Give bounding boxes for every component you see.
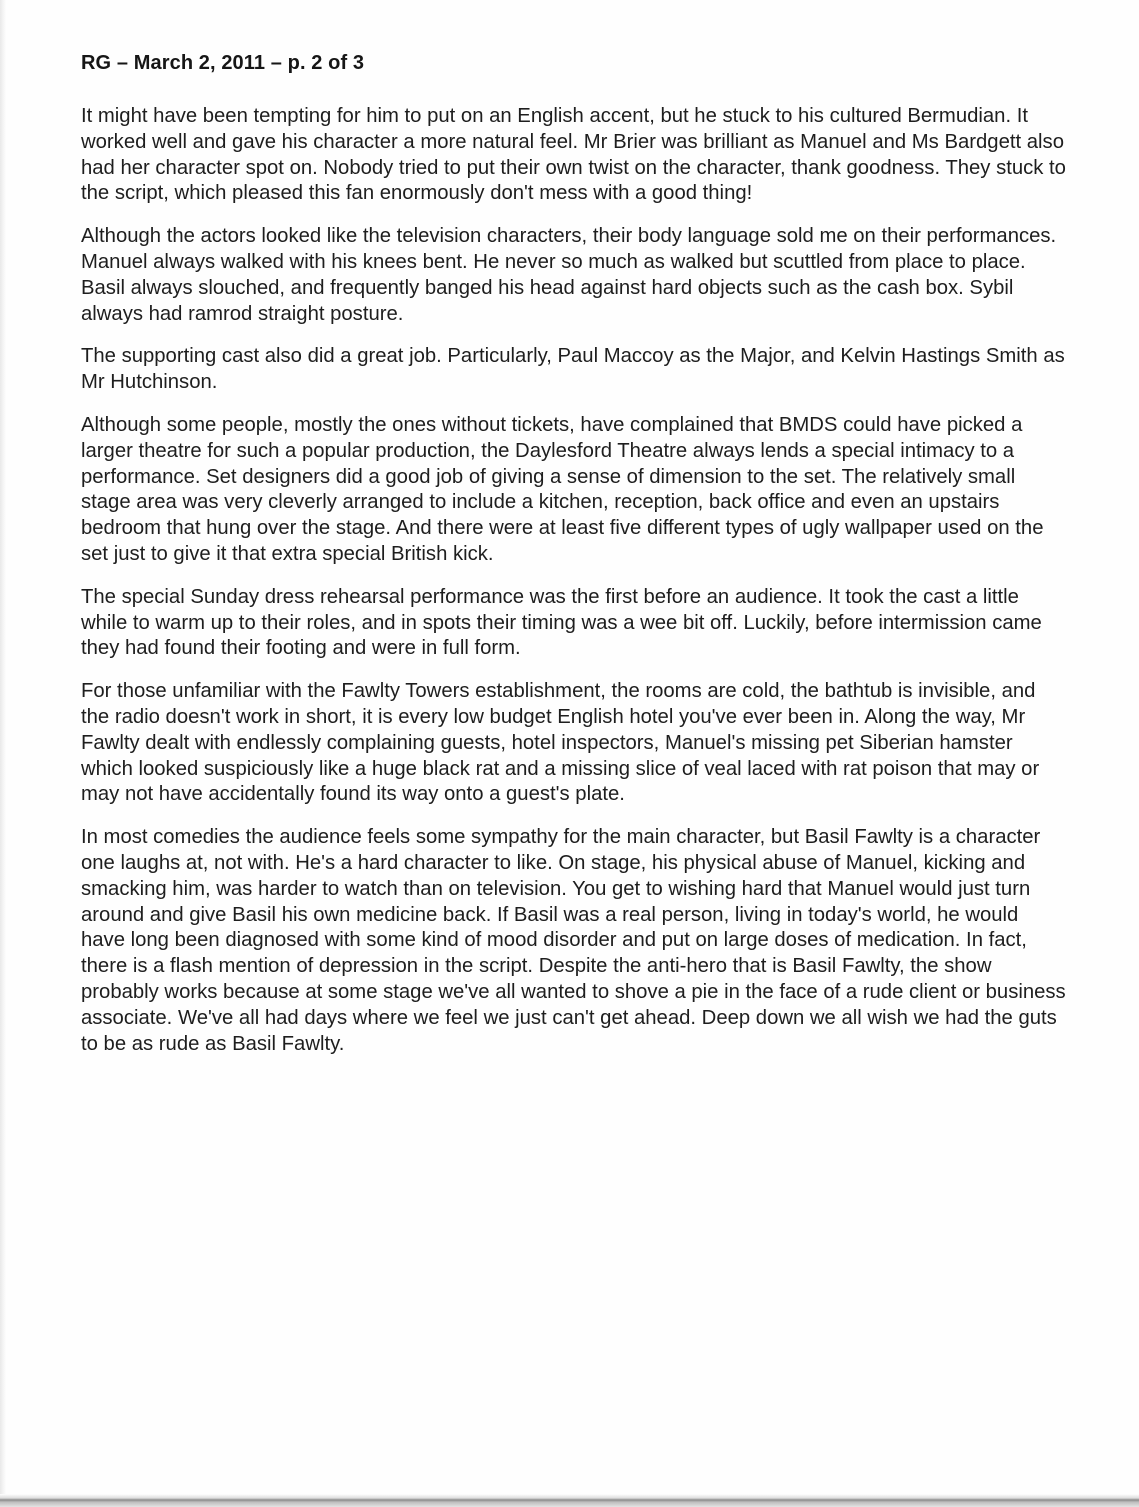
paragraph-6: For those unfamiliar with the Fawlty Towers establishment, the rooms are cold, the bathtub is invisible, and the radio doesn't work in short, it is every low budget English hotel you've ever been in. Along the way, Mr Fawlty dealt with endlessly complaining guests, hotel inspectors, Manuel's missing pet Siberian hamster which looked suspiciously like a huge black rat and a missing slice of veal laced with rat poison that may or may not have accidentally found its way onto a guest's plate. xyxy=(81,680,1040,806)
scan-edge-left xyxy=(0,0,6,1507)
scan-edge-bottom xyxy=(0,1494,1139,1507)
article-body xyxy=(81,104,1066,1074)
paragraph-2: Although the actors looked like the television characters, their body language sold me on their performances. Manuel always walked with his knees bent. He never so much as walked but scuttled from place to place. Basil always slouched, and frequently banged his head against hard objects such as the cash box. Sybil always had ramrod straight posture. xyxy=(81,225,1057,325)
paragraph-7: In most comedies the audience feels some sympathy for the main character, but Basil Fawlty is a character one laughs at, not with. He's a hard character to like. On stage, his physical abuse of Manuel, kicking and smacking him, was harder to watch than on television. You get to wishing hard that Manuel would just turn around and give Basil his own medicine back. If Basil was a real person, living in today's world, he would have long been diagnosed with some kind of mood disorder and put on large doses of medication. In fact, there is a flash mention of depression in the script. Despite the anti-hero that is Basil Fawlty, the show probably works because at some stage we've all wanted to shove a pie in the face of a rude client or business associate. We've all had days where we feel we just can't get ahead. Deep down we all wish we had the guts to be as rude as Basil Fawlty. xyxy=(81,826,1066,1055)
page-header: RG – March 2, 2011 – p. 2 of 3 xyxy=(81,52,365,74)
paragraph-3: The supporting cast also did a great job. Particularly, Paul Maccoy as the Major, and Kelvin Hastings Smith as Mr Hutchinson. xyxy=(81,345,1065,394)
paragraph-1: It might have been tempting for him to put on an English accent, but he stuck to his cultured Bermudian. It worked well and gave his character a more natural feel. Mr Brier was brilliant as Manuel and Ms Bardgett also had her character spot on. Nobody tried to put their own twist on the character, thank goodness. They stuck to the script, which pleased this fan enormously don't mess with a good thing! xyxy=(81,105,1066,205)
paragraph-5: The special Sunday dress rehearsal performance was the first before an audience. It took the cast a little while to warm up to their roles, and in spots their timing was a wee bit off. Luckily, before intermission came they had found their footing and were in full form. xyxy=(81,585,1042,660)
paragraph-4: Although some people, mostly the ones without tickets, have complained that BMDS could have picked a larger theatre for such a popular production, the Daylesford Theatre always lends a special intimacy to a performance. Set designers did a good job of giving a sense of dimension to the set. The relatively small stage area was very cleverly arranged to include a kitchen, reception, back office and even an upstairs bedroom that hung over the stage. And there were at least five different types of ugly wallpaper used on the set just to give it that extra special British kick. xyxy=(81,413,1044,565)
